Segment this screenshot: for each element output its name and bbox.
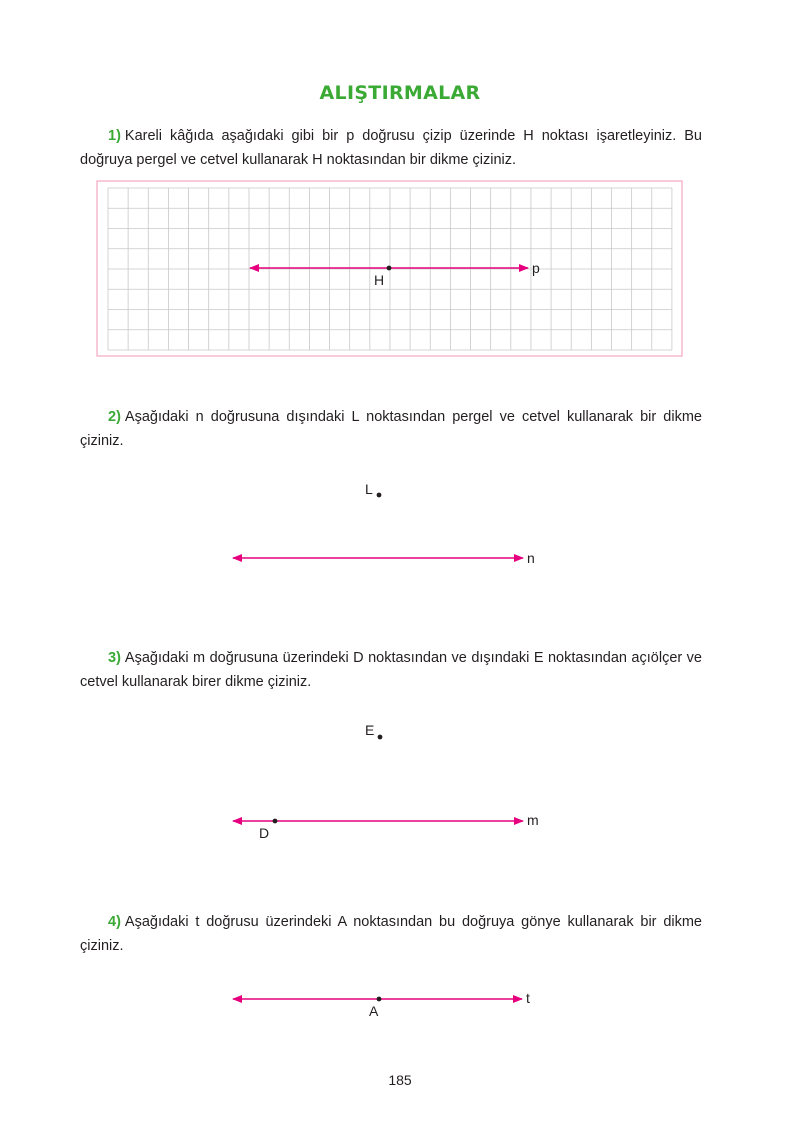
question-text: Kareli kâğıda aşağıdaki gibi bir p doğrusu çizip üzerinde H noktası işaretleyiniz. Bu doğruya pergel ve cetvel kullanarak H noktasından bir dikme çiziniz. — [80, 128, 702, 168]
point-h — [387, 266, 392, 271]
label-l: L — [365, 481, 373, 497]
question-number: 4) — [108, 914, 121, 930]
label-t: t — [526, 990, 530, 1006]
page-title: ALIŞTIRMALAR — [319, 82, 481, 104]
label-d: D — [259, 825, 270, 841]
question-text: Aşağıdaki m doğrusuna üzerindeki D noktasından ve dışındaki E noktasından açıölçer ve cetvel kullanarak birer dikme çiziniz. — [80, 650, 702, 690]
page-number: 185 — [388, 1072, 412, 1088]
label-n: n — [527, 550, 535, 566]
point-d — [273, 819, 278, 824]
label-m: m — [527, 812, 539, 828]
label-a: A — [369, 1003, 379, 1019]
point-l — [377, 493, 382, 498]
point-a — [377, 997, 382, 1002]
question-text: Aşağıdaki n doğrusuna dışındaki L noktasından pergel ve cetvel kullanarak bir dikme çiziniz. — [80, 409, 702, 449]
point-e — [378, 735, 383, 740]
label-e: E — [365, 722, 375, 738]
question-number: 2) — [108, 409, 121, 425]
question-number: 3) — [108, 650, 121, 666]
label-h: H — [374, 272, 385, 288]
label-p: p — [532, 260, 540, 276]
question-number: 1) — [108, 128, 121, 144]
question-text: Aşağıdaki t doğrusu üzerindeki A noktasından bu doğruya gönye kullanarak bir dikme çiziniz. — [80, 914, 702, 954]
